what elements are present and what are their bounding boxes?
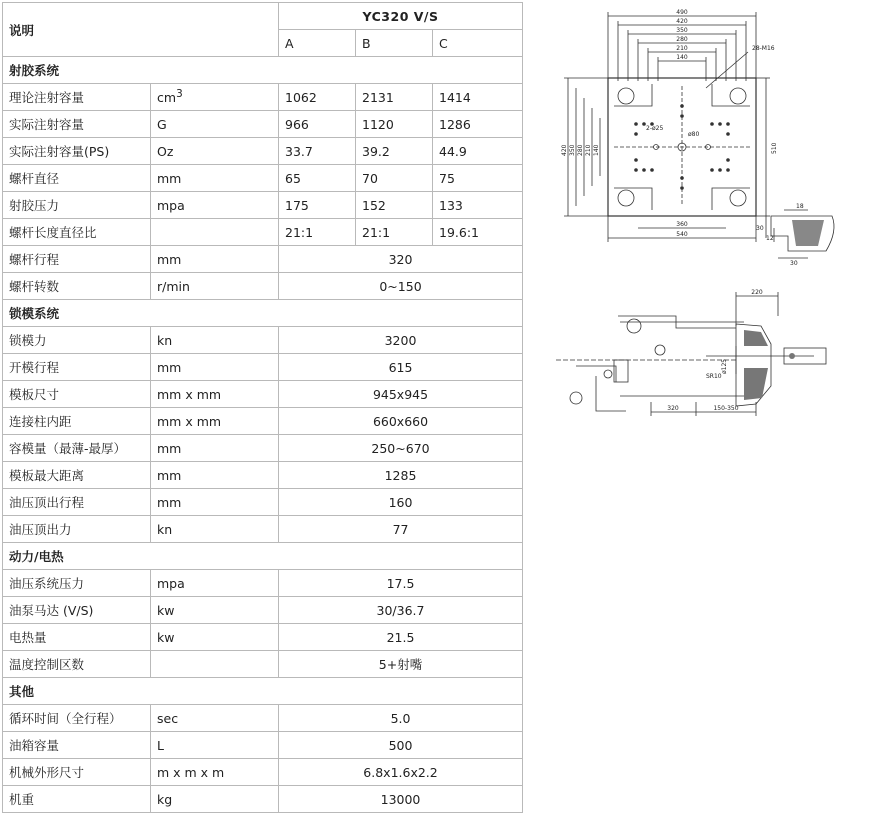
unit-text: mm	[157, 467, 182, 483]
spec-row	[3, 219, 523, 246]
unit-text: m x m x m	[157, 764, 225, 780]
param-unit	[151, 111, 279, 138]
variant-a: A	[279, 30, 356, 57]
param-unit	[151, 165, 279, 192]
param-value-c: 1414	[433, 84, 523, 111]
param-value: 945x945	[279, 381, 523, 408]
unit-text: mm x mm	[157, 386, 222, 402]
param-name: 开模行程	[3, 354, 151, 381]
param-value: 0~150	[279, 273, 523, 300]
unit-text: G	[157, 116, 167, 132]
spec-row	[3, 624, 523, 651]
dim-left-1: 350	[569, 144, 576, 156]
param-name: 油箱容量	[3, 732, 151, 759]
param-unit	[151, 705, 279, 732]
side-dim-2: SR10	[706, 373, 722, 380]
spec-row	[3, 732, 523, 759]
section-row	[3, 57, 523, 84]
unit-text: mpa	[157, 575, 185, 591]
param-value-a: 21:1	[279, 219, 356, 246]
unit-text: r/min	[157, 278, 190, 294]
param-unit	[151, 219, 279, 246]
dim-top-5: 140	[676, 54, 688, 61]
param-value-a: 33.7	[279, 138, 356, 165]
spec-row	[3, 786, 523, 813]
param-value: 500	[279, 732, 523, 759]
param-unit	[151, 489, 279, 516]
param-name: 油压顶出行程	[3, 489, 151, 516]
spec-row	[3, 354, 523, 381]
param-value: 615	[279, 354, 523, 381]
param-value: 5+射嘴	[279, 651, 523, 678]
param-name: 油泵马达 (V/S)	[3, 597, 151, 624]
param-value-c: 75	[433, 165, 523, 192]
param-unit	[151, 435, 279, 462]
unit-text: kw	[157, 602, 175, 618]
param-name: 射胶压力	[3, 192, 151, 219]
model-header: YC320 V/S	[279, 3, 523, 30]
dim-left-2: 280	[577, 144, 584, 156]
side-dim-3: 320	[667, 405, 679, 412]
hole-label: 2-ø25	[646, 125, 664, 132]
param-unit	[151, 570, 279, 597]
param-value: 3200	[279, 327, 523, 354]
side-dim-0: 220	[751, 289, 763, 296]
spec-row	[3, 138, 523, 165]
param-unit	[151, 354, 279, 381]
spec-row	[3, 570, 523, 597]
param-value-b: 2131	[356, 84, 433, 111]
unit-text: mm x mm	[157, 413, 222, 429]
unit-superscript: 3	[176, 88, 183, 101]
param-unit	[151, 246, 279, 273]
param-unit	[151, 516, 279, 543]
param-name: 机械外形尺寸	[3, 759, 151, 786]
param-name: 螺杆转数	[3, 273, 151, 300]
param-value-b: 152	[356, 192, 433, 219]
param-value-b: 39.2	[356, 138, 433, 165]
unit-text: mm	[157, 440, 182, 456]
dim-top-3: 280	[676, 36, 688, 43]
param-value: 5.0	[279, 705, 523, 732]
param-name: 实际注射容量(PS)	[3, 138, 151, 165]
side-view-drawing	[556, 286, 846, 430]
param-value-a: 966	[279, 111, 356, 138]
param-value-b: 1120	[356, 111, 433, 138]
param-unit	[151, 408, 279, 435]
unit-text: mm	[157, 170, 182, 186]
detail-dim-3: 30	[790, 260, 798, 267]
unit-text: Oz	[157, 143, 174, 159]
param-value-a: 175	[279, 192, 356, 219]
param-unit	[151, 624, 279, 651]
spec-row	[3, 408, 523, 435]
center-label: ø80	[688, 131, 700, 138]
dim-bottom-1: 540	[676, 231, 688, 238]
param-value-c: 44.9	[433, 138, 523, 165]
unit-text: cm	[157, 90, 177, 106]
spec-row	[3, 651, 523, 678]
param-value: 1285	[279, 462, 523, 489]
param-value: 160	[279, 489, 523, 516]
param-unit	[151, 651, 279, 678]
section-row	[3, 300, 523, 327]
param-value-a: 65	[279, 165, 356, 192]
dim-top-0: 490	[676, 9, 688, 16]
spec-row	[3, 435, 523, 462]
header-row	[3, 3, 523, 30]
section-title: 射胶系统	[3, 57, 523, 84]
variant-c: C	[433, 30, 523, 57]
spec-row	[3, 597, 523, 624]
param-name: 电热量	[3, 624, 151, 651]
unit-text: kn	[157, 521, 173, 537]
param-value: 660x660	[279, 408, 523, 435]
param-name: 模板最大距离	[3, 462, 151, 489]
dim-top-1: 420	[676, 18, 688, 25]
param-name: 螺杆直径	[3, 165, 151, 192]
param-unit	[151, 273, 279, 300]
unit-text: mm	[157, 494, 182, 510]
param-value-c: 133	[433, 192, 523, 219]
param-name: 螺杆长度直径比	[3, 219, 151, 246]
detail-dim-1: 30	[756, 225, 764, 232]
spec-row	[3, 381, 523, 408]
param-value-c: 1286	[433, 111, 523, 138]
spec-row	[3, 192, 523, 219]
spec-row	[3, 246, 523, 273]
param-unit	[151, 786, 279, 813]
spec-row	[3, 759, 523, 786]
unit-text: mm	[157, 359, 182, 375]
desc-header: 说明	[3, 3, 279, 57]
param-name: 理论注射容量	[3, 84, 151, 111]
side-dim-4: 150-350	[713, 405, 739, 412]
unit-text: kn	[157, 332, 173, 348]
dim-left-4: 140	[593, 144, 600, 156]
unit-text: kw	[157, 629, 175, 645]
param-name: 螺杆行程	[3, 246, 151, 273]
spec-row	[3, 489, 523, 516]
detail-dim-0: 18	[796, 203, 804, 210]
param-unit	[151, 732, 279, 759]
spec-row	[3, 84, 523, 111]
param-name: 实际注射容量	[3, 111, 151, 138]
dim-right: 510	[771, 142, 778, 154]
dim-left-0: 420	[561, 144, 568, 156]
spec-table-body	[3, 3, 523, 813]
section-title: 动力/电热	[3, 543, 523, 570]
param-unit	[151, 138, 279, 165]
spec-row	[3, 111, 523, 138]
param-name: 锁模力	[3, 327, 151, 354]
spec-row	[3, 705, 523, 732]
param-value: 17.5	[279, 570, 523, 597]
param-name: 循环时间（全行程）	[3, 705, 151, 732]
side-dim-1: ø125	[721, 358, 728, 374]
section-title: 锁模系统	[3, 300, 523, 327]
variant-b: B	[356, 30, 433, 57]
section-row	[3, 543, 523, 570]
param-value-b: 21:1	[356, 219, 433, 246]
param-unit	[151, 84, 279, 111]
dim-bottom-0: 360	[676, 221, 688, 228]
param-value: 77	[279, 516, 523, 543]
spec-row	[3, 462, 523, 489]
param-value: 250~670	[279, 435, 523, 462]
param-value: 320	[279, 246, 523, 273]
param-name: 容模量（最薄-最厚）	[3, 435, 151, 462]
spec-table	[2, 2, 523, 813]
side-view-svg	[556, 286, 846, 426]
param-unit	[151, 597, 279, 624]
section-row	[3, 678, 523, 705]
param-unit	[151, 192, 279, 219]
param-unit	[151, 462, 279, 489]
dim-left-3: 210	[585, 144, 592, 156]
unit-text: mm	[157, 251, 182, 267]
dim-top-4: 210	[676, 45, 688, 52]
param-unit	[151, 381, 279, 408]
section-title: 其他	[3, 678, 523, 705]
param-value: 13000	[279, 786, 523, 813]
param-value-a: 1062	[279, 84, 356, 111]
platen-drawing	[556, 6, 846, 272]
unit-text: L	[157, 737, 164, 753]
unit-text: sec	[157, 710, 179, 726]
spec-row	[3, 165, 523, 192]
param-name: 连接柱内距	[3, 408, 151, 435]
param-name: 模板尺寸	[3, 381, 151, 408]
unit-text: mpa	[157, 197, 185, 213]
param-value-c: 19.6:1	[433, 219, 523, 246]
spec-row	[3, 327, 523, 354]
param-value: 21.5	[279, 624, 523, 651]
unit-text: kg	[157, 791, 173, 807]
param-name: 油压系统压力	[3, 570, 151, 597]
param-unit	[151, 759, 279, 786]
dim-top-2: 350	[676, 27, 688, 34]
param-value-b: 70	[356, 165, 433, 192]
param-unit	[151, 327, 279, 354]
platen-drawing-svg	[556, 6, 846, 268]
spec-row	[3, 273, 523, 300]
param-name: 油压顶出力	[3, 516, 151, 543]
param-name: 机重	[3, 786, 151, 813]
thread-label: 28-M16	[752, 45, 775, 52]
param-value: 30/36.7	[279, 597, 523, 624]
param-value: 6.8x1.6x2.2	[279, 759, 523, 786]
param-name: 温度控制区数	[3, 651, 151, 678]
spec-row	[3, 516, 523, 543]
detail-dim-2: 12	[766, 235, 774, 242]
